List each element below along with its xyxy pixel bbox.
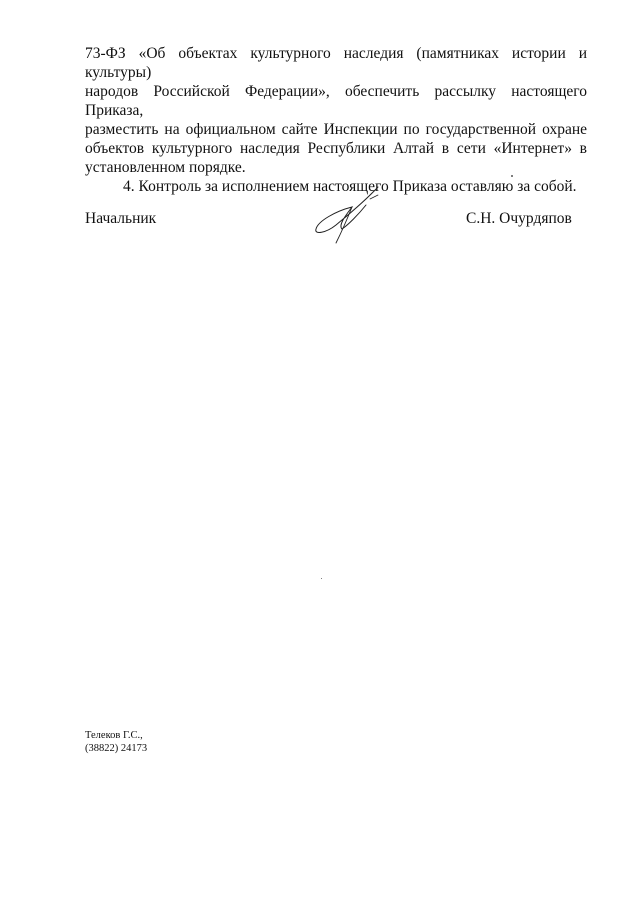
scan-speck: [321, 578, 322, 579]
item-4: 4. Контроль за исполнением настоящего Приказа оставляю за собой.: [123, 178, 577, 195]
document-body: [85, 44, 587, 196]
paragraph-line: разместить на официальном сайте Инспекции по государственной охране: [85, 121, 587, 138]
paragraph-line: 73-ФЗ «Об объектах культурного наследия (памятниках истории и культуры): [85, 45, 587, 81]
executor-info: [85, 729, 147, 755]
executor-name: Телеков Г.С.,: [85, 730, 143, 741]
signatory-name: С.Н. Очурдяпов: [466, 210, 572, 227]
signatory-title: Начальник: [85, 210, 157, 227]
paragraph-line: объектов культурного наследия Республики Алтай в сети «Интернет» в: [85, 140, 587, 157]
paragraph-line: установленном порядке.: [85, 159, 246, 176]
paragraph-line: народов Российской Федерации», обеспечить рассылку настоящего Приказа,: [85, 83, 587, 119]
executor-phone: (38822) 24173: [85, 743, 148, 754]
scan-speck: [511, 175, 513, 177]
handwritten-signature: [308, 185, 388, 245]
